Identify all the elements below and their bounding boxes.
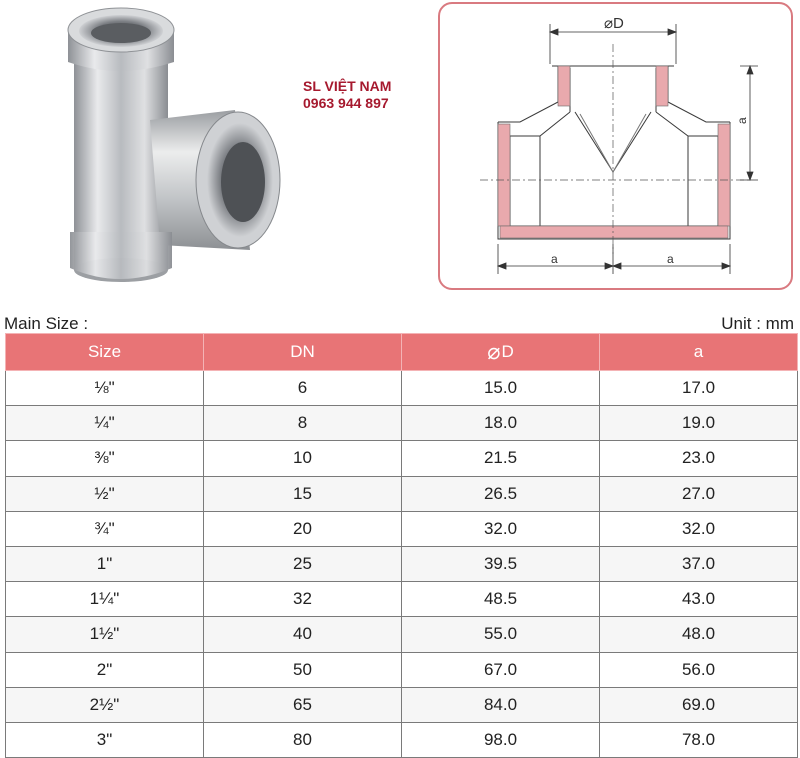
diameter-cell: 15.0: [402, 371, 600, 406]
diameter-cell: 39.5: [402, 546, 600, 581]
table-row: [6, 406, 798, 441]
dimension-a-vertical-label: a: [735, 117, 749, 124]
a-cell: 23.0: [600, 441, 798, 476]
a-cell: 78.0: [600, 722, 798, 757]
diameter-icon: ⌀: [487, 339, 501, 364]
dn-cell: 80: [204, 722, 402, 757]
table-row: [6, 617, 798, 652]
dn-cell: 10: [204, 441, 402, 476]
a-cell: 48.0: [600, 617, 798, 652]
dn-cell: 25: [204, 546, 402, 581]
size-cell: ⅜": [6, 441, 204, 476]
dimension-table: [5, 333, 798, 758]
dimension-a-right-label: a: [667, 252, 674, 266]
dn-cell: 65: [204, 687, 402, 722]
tee-technical-drawing: [440, 4, 795, 292]
header-size: Size: [6, 334, 204, 371]
table-row: [6, 476, 798, 511]
brand-block: [303, 78, 391, 112]
diameter-cell: 98.0: [402, 722, 600, 757]
technical-drawing-frame: [438, 2, 793, 290]
diameter-cell: 55.0: [402, 617, 600, 652]
diameter-cell: 67.0: [402, 652, 600, 687]
a-cell: 56.0: [600, 652, 798, 687]
table-row: [6, 371, 798, 406]
a-cell: 69.0: [600, 687, 798, 722]
size-cell: ⅛": [6, 371, 204, 406]
table-header-row: [6, 334, 798, 371]
a-cell: 43.0: [600, 582, 798, 617]
a-cell: 17.0: [600, 371, 798, 406]
dn-cell: 50: [204, 652, 402, 687]
dn-cell: 40: [204, 617, 402, 652]
diameter-cell: 26.5: [402, 476, 600, 511]
dn-cell: 20: [204, 511, 402, 546]
diameter-cell: 48.5: [402, 582, 600, 617]
table-row: [6, 546, 798, 581]
dn-cell: 8: [204, 406, 402, 441]
size-cell: 1½": [6, 617, 204, 652]
size-cell: 3": [6, 722, 204, 757]
size-cell: 1¼": [6, 582, 204, 617]
header-a: a: [600, 334, 798, 371]
header-diameter: ⌀D: [402, 334, 600, 371]
size-cell: ¾": [6, 511, 204, 546]
dn-cell: 15: [204, 476, 402, 511]
table-row: [6, 441, 798, 476]
brand-phone: 0963 944 897: [303, 95, 389, 111]
main-size-label: Main Size :: [4, 314, 89, 333]
tee-fitting-photo: [50, 0, 300, 290]
size-cell: 2": [6, 652, 204, 687]
size-cell: ¼": [6, 406, 204, 441]
table-row: [6, 687, 798, 722]
dimension-D-label: ⌀D: [604, 15, 624, 32]
dn-cell: 32: [204, 582, 402, 617]
dn-cell: 6: [204, 371, 402, 406]
table-row: [6, 652, 798, 687]
header-dn: DN: [204, 334, 402, 371]
brand-name: SL VIỆT NAM: [303, 78, 392, 94]
a-cell: 37.0: [600, 546, 798, 581]
a-cell: 32.0: [600, 511, 798, 546]
table-row: [6, 511, 798, 546]
dimension-a-left-label: a: [551, 252, 558, 266]
diameter-cell: 21.5: [402, 441, 600, 476]
size-cell: 1": [6, 546, 204, 581]
diameter-cell: 32.0: [402, 511, 600, 546]
size-cell: ½": [6, 476, 204, 511]
diameter-cell: 84.0: [402, 687, 600, 722]
table-row: [6, 722, 798, 757]
diameter-cell: 18.0: [402, 406, 600, 441]
a-cell: 27.0: [600, 476, 798, 511]
a-cell: 19.0: [600, 406, 798, 441]
table-row: [6, 582, 798, 617]
unit-label: Unit : mm: [721, 314, 794, 333]
size-cell: 2½": [6, 687, 204, 722]
